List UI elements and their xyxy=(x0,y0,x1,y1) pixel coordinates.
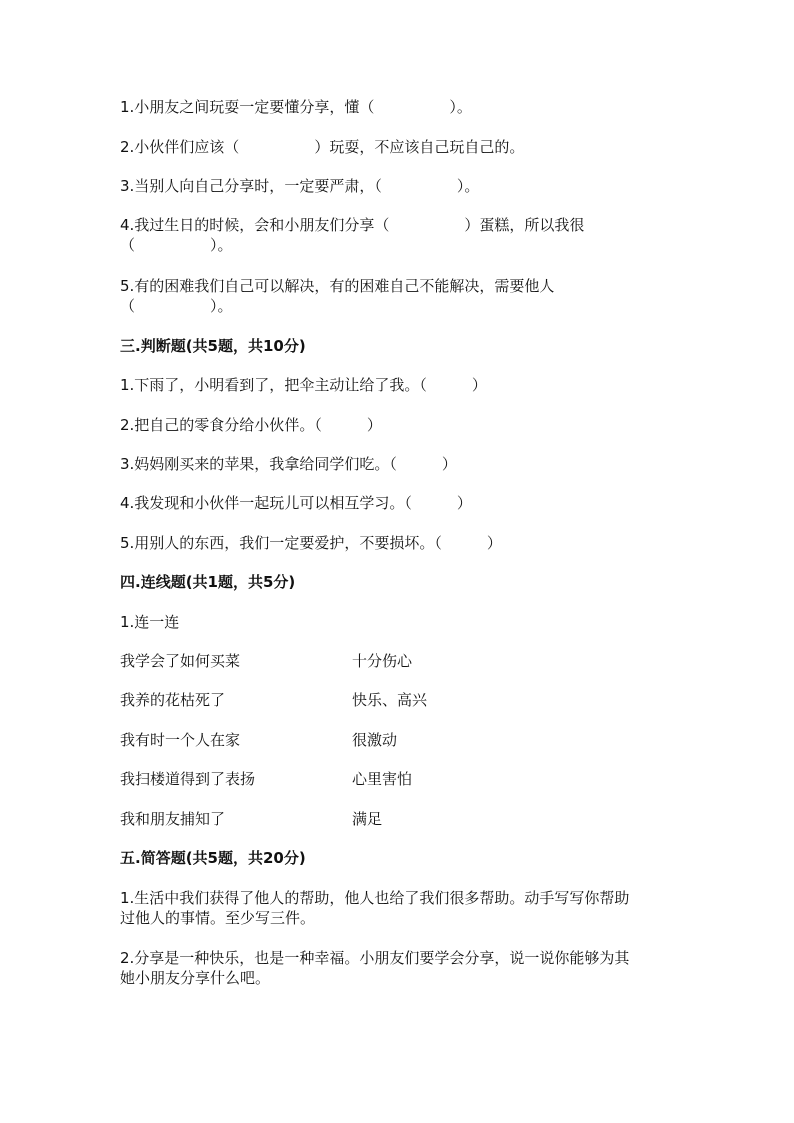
judge-question-4: 4.我发现和小伙伴一起玩儿可以相互学习。（ ） xyxy=(120,494,472,512)
fill-in-question-5-line-1: 5.有的困难我们自己可以解决，有的困难自己不能解决，需要他人 xyxy=(120,277,555,295)
matching-right-item: 十分伤心 xyxy=(352,652,413,670)
fill-in-question-4-line-2: （ ）。 xyxy=(120,236,233,254)
fill-in-question-2: 2.小伙伴们应该（ ）玩耍，不应该自己玩自己的。 xyxy=(120,138,525,156)
judge-question-2: 2.把自己的零食分给小伙伴。（ ） xyxy=(120,416,382,434)
matching-left-item: 我和朋友捕知了 xyxy=(120,810,226,828)
matching-right-item: 心里害怕 xyxy=(352,770,413,788)
section-5-heading: 五.简答题(共5题，共20分) xyxy=(120,849,306,867)
matching-right-item: 很激动 xyxy=(352,731,398,749)
short-answer-question-2-line-2: 她小朋友分享什么吧。 xyxy=(120,969,271,987)
matching-right-item: 快乐、高兴 xyxy=(352,691,428,709)
matching-question: 1.连一连 xyxy=(120,613,180,631)
short-answer-question-2-line-1: 2.分享是一种快乐，也是一种幸福。小朋友们要学会分享，说一说你能够为其 xyxy=(120,949,630,967)
judge-question-1: 1.下雨了，小明看到了，把伞主动让给了我。（ ） xyxy=(120,376,487,394)
section-4-heading: 四.连线题(共1题，共5分) xyxy=(120,573,296,591)
section-3-heading: 三.判断题(共5题，共10分) xyxy=(120,337,306,355)
matching-left-item: 我学会了如何买菜 xyxy=(120,652,241,670)
short-answer-question-1-line-2: 过他人的事情。至少写三件。 xyxy=(120,909,316,927)
fill-in-question-5-line-2: （ ）。 xyxy=(120,297,233,315)
short-answer-question-1-line-1: 1.生活中我们获得了他人的帮助，他人也给了我们很多帮助。动手写写你帮助 xyxy=(120,889,630,907)
fill-in-question-1: 1.小朋友之间玩耍一定要懂分享，懂（ ）。 xyxy=(120,98,472,116)
matching-left-item: 我养的花枯死了 xyxy=(120,691,226,709)
matching-left-item: 我扫楼道得到了表扬 xyxy=(120,770,256,788)
fill-in-question-4-line-1: 4.我过生日的时候，会和小朋友们分享（ ）蛋糕，所以我很 xyxy=(120,216,585,234)
matching-left-item: 我有时一个人在家 xyxy=(120,731,241,749)
judge-question-3: 3.妈妈刚买来的苹果，我拿给同学们吃。（ ） xyxy=(120,455,457,473)
matching-right-item: 满足 xyxy=(352,810,383,828)
fill-in-question-3: 3.当别人向自己分享时，一定要严肃，（ ）。 xyxy=(120,177,480,195)
judge-question-5: 5.用别人的东西，我们一定要爱护，不要损坏。（ ） xyxy=(120,534,502,552)
